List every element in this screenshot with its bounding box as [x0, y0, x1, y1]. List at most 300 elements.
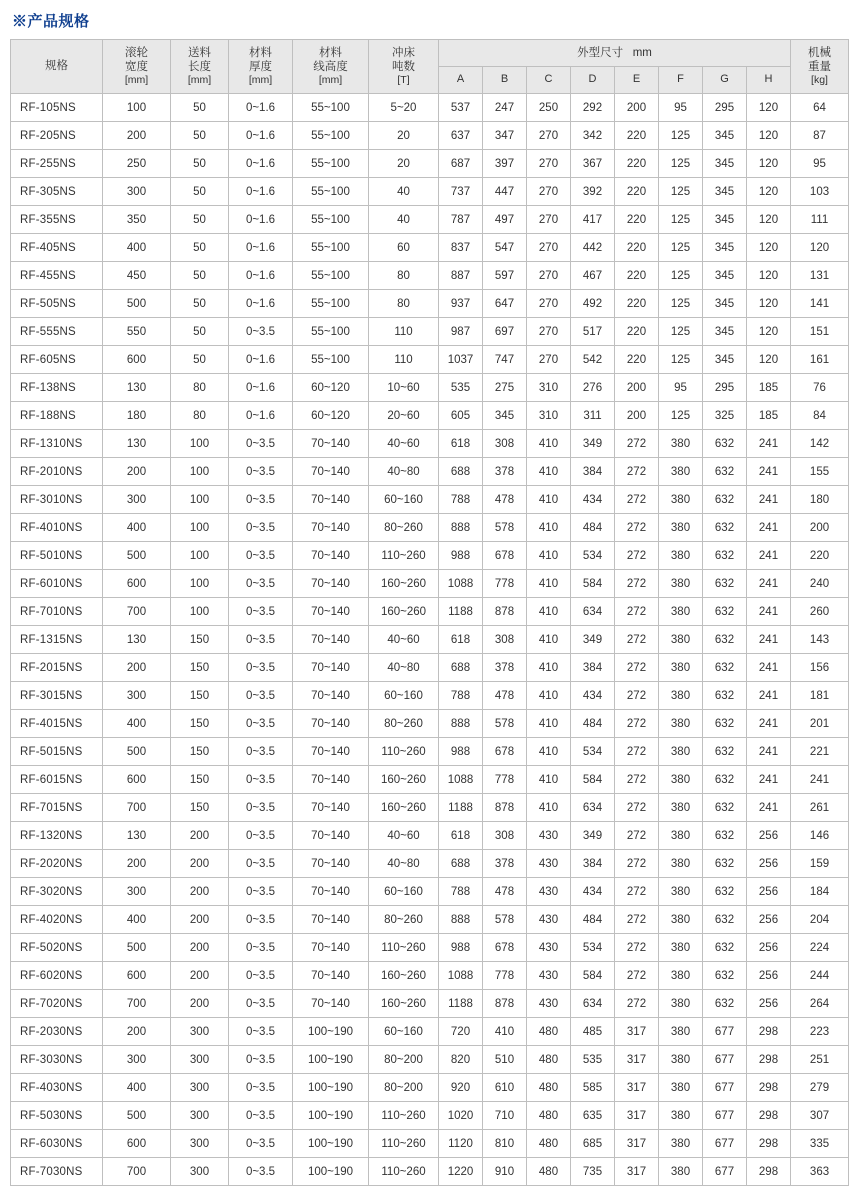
cell-feed-length: 200 [171, 962, 229, 990]
cell-dim-b: 345 [483, 402, 527, 430]
cell-dim-a: 788 [439, 486, 483, 514]
cell-machine-weight: 146 [791, 822, 849, 850]
cell-dim-b: 275 [483, 374, 527, 402]
cell-dim-e: 220 [615, 206, 659, 234]
cell-machine-weight: 264 [791, 990, 849, 1018]
header-dim-f: F [659, 67, 703, 94]
cell-dim-e: 220 [615, 262, 659, 290]
cell-feed-length: 50 [171, 122, 229, 150]
cell-material-line-height: 70~140 [293, 430, 369, 458]
table-row [11, 934, 849, 962]
cell-dim-g: 632 [703, 822, 747, 850]
cell-dim-h: 185 [747, 374, 791, 402]
cell-machine-weight: 64 [791, 94, 849, 122]
cell-dim-f: 380 [659, 626, 703, 654]
cell-dim-a: 688 [439, 458, 483, 486]
cell-material-thickness: 0~1.6 [229, 234, 293, 262]
cell-feed-length: 50 [171, 262, 229, 290]
cell-dim-f: 95 [659, 374, 703, 402]
cell-dim-g: 632 [703, 766, 747, 794]
table-row [11, 234, 849, 262]
cell-dim-a: 1088 [439, 766, 483, 794]
cell-model: RF-7010NS [11, 598, 103, 626]
cell-material-thickness: 0~3.5 [229, 906, 293, 934]
cell-dim-e: 272 [615, 878, 659, 906]
cell-dim-a: 788 [439, 878, 483, 906]
table-row [11, 1046, 849, 1074]
cell-material-line-height: 100~190 [293, 1102, 369, 1130]
cell-machine-weight: 120 [791, 234, 849, 262]
cell-dim-d: 434 [571, 682, 615, 710]
cell-dim-e: 272 [615, 654, 659, 682]
cell-dim-f: 380 [659, 962, 703, 990]
cell-dim-b: 378 [483, 458, 527, 486]
cell-material-thickness: 0~3.5 [229, 1046, 293, 1074]
cell-model: RF-105NS [11, 94, 103, 122]
cell-press-tonnage: 40~80 [369, 850, 439, 878]
cell-model: RF-1320NS [11, 822, 103, 850]
cell-material-line-height: 100~190 [293, 1158, 369, 1186]
cell-dim-b: 378 [483, 654, 527, 682]
cell-model: RF-7020NS [11, 990, 103, 1018]
header-dim-e: E [615, 67, 659, 94]
cell-dim-f: 125 [659, 206, 703, 234]
cell-material-line-height: 70~140 [293, 598, 369, 626]
cell-dim-a: 537 [439, 94, 483, 122]
cell-press-tonnage: 60~160 [369, 682, 439, 710]
cell-dim-c: 270 [527, 234, 571, 262]
cell-dim-a: 837 [439, 234, 483, 262]
cell-dim-e: 200 [615, 374, 659, 402]
cell-dim-e: 272 [615, 626, 659, 654]
cell-dim-g: 345 [703, 262, 747, 290]
cell-machine-weight: 131 [791, 262, 849, 290]
cell-dim-d: 467 [571, 262, 615, 290]
cell-dim-f: 125 [659, 290, 703, 318]
cell-press-tonnage: 110~260 [369, 934, 439, 962]
cell-dim-h: 241 [747, 514, 791, 542]
cell-dim-b: 647 [483, 290, 527, 318]
cell-press-tonnage: 160~260 [369, 794, 439, 822]
cell-dim-e: 220 [615, 290, 659, 318]
header-roller-width: 滚轮 宽度 [mm] [103, 40, 171, 94]
cell-machine-weight: 224 [791, 934, 849, 962]
cell-press-tonnage: 160~260 [369, 570, 439, 598]
cell-dim-e: 220 [615, 234, 659, 262]
cell-dim-h: 298 [747, 1018, 791, 1046]
cell-feed-length: 100 [171, 542, 229, 570]
cell-dim-g: 345 [703, 206, 747, 234]
cell-dim-f: 380 [659, 1018, 703, 1046]
cell-material-line-height: 70~140 [293, 850, 369, 878]
cell-press-tonnage: 110~260 [369, 1158, 439, 1186]
cell-machine-weight: 151 [791, 318, 849, 346]
cell-dim-a: 1088 [439, 570, 483, 598]
cell-dim-a: 737 [439, 178, 483, 206]
cell-dim-f: 380 [659, 934, 703, 962]
cell-dim-g: 345 [703, 290, 747, 318]
cell-feed-length: 200 [171, 990, 229, 1018]
cell-dim-h: 241 [747, 738, 791, 766]
cell-dim-b: 678 [483, 738, 527, 766]
cell-model: RF-405NS [11, 234, 103, 262]
cell-dim-b: 397 [483, 150, 527, 178]
table-row [11, 542, 849, 570]
table-row [11, 850, 849, 878]
cell-dim-a: 888 [439, 514, 483, 542]
product-spec-table [10, 39, 849, 1186]
cell-dim-d: 634 [571, 598, 615, 626]
cell-feed-length: 150 [171, 766, 229, 794]
cell-dim-h: 120 [747, 150, 791, 178]
cell-dim-e: 272 [615, 682, 659, 710]
cell-roller-width: 700 [103, 794, 171, 822]
cell-dim-d: 311 [571, 402, 615, 430]
cell-dim-a: 788 [439, 682, 483, 710]
cell-roller-width: 130 [103, 374, 171, 402]
table-row [11, 1102, 849, 1130]
cell-dim-a: 1120 [439, 1130, 483, 1158]
cell-dim-c: 310 [527, 402, 571, 430]
cell-model: RF-1315NS [11, 626, 103, 654]
cell-material-thickness: 0~3.5 [229, 850, 293, 878]
cell-material-thickness: 0~1.6 [229, 262, 293, 290]
cell-dim-a: 618 [439, 430, 483, 458]
cell-dim-f: 125 [659, 234, 703, 262]
cell-model: RF-2030NS [11, 1018, 103, 1046]
cell-dim-c: 410 [527, 682, 571, 710]
cell-press-tonnage: 160~260 [369, 766, 439, 794]
cell-roller-width: 500 [103, 290, 171, 318]
cell-dim-b: 678 [483, 542, 527, 570]
cell-dim-a: 687 [439, 150, 483, 178]
cell-dim-a: 720 [439, 1018, 483, 1046]
cell-feed-length: 300 [171, 1018, 229, 1046]
cell-material-thickness: 0~3.5 [229, 542, 293, 570]
cell-model: RF-6010NS [11, 570, 103, 598]
cell-dim-b: 878 [483, 794, 527, 822]
cell-dim-h: 256 [747, 878, 791, 906]
cell-dim-e: 317 [615, 1018, 659, 1046]
cell-dim-f: 380 [659, 598, 703, 626]
cell-dim-b: 308 [483, 430, 527, 458]
cell-dim-d: 634 [571, 990, 615, 1018]
cell-roller-width: 200 [103, 1018, 171, 1046]
cell-dim-g: 632 [703, 458, 747, 486]
cell-press-tonnage: 110 [369, 318, 439, 346]
cell-dim-c: 270 [527, 262, 571, 290]
cell-dim-f: 125 [659, 346, 703, 374]
cell-dim-h: 256 [747, 990, 791, 1018]
cell-dim-f: 380 [659, 738, 703, 766]
cell-dim-a: 988 [439, 934, 483, 962]
cell-press-tonnage: 5~20 [369, 94, 439, 122]
cell-dim-c: 410 [527, 626, 571, 654]
cell-dim-a: 887 [439, 262, 483, 290]
cell-material-thickness: 0~3.5 [229, 934, 293, 962]
cell-machine-weight: 103 [791, 178, 849, 206]
cell-model: RF-3015NS [11, 682, 103, 710]
cell-press-tonnage: 160~260 [369, 962, 439, 990]
table-row [11, 878, 849, 906]
cell-material-line-height: 70~140 [293, 794, 369, 822]
cell-feed-length: 150 [171, 654, 229, 682]
cell-press-tonnage: 110 [369, 346, 439, 374]
cell-feed-length: 150 [171, 710, 229, 738]
cell-dim-g: 632 [703, 654, 747, 682]
cell-dim-c: 410 [527, 570, 571, 598]
cell-press-tonnage: 160~260 [369, 990, 439, 1018]
cell-roller-width: 250 [103, 150, 171, 178]
cell-dim-e: 220 [615, 122, 659, 150]
table-row [11, 626, 849, 654]
cell-material-line-height: 100~190 [293, 1018, 369, 1046]
cell-dim-h: 298 [747, 1158, 791, 1186]
cell-roller-width: 400 [103, 514, 171, 542]
cell-roller-width: 400 [103, 710, 171, 738]
cell-dim-b: 478 [483, 878, 527, 906]
cell-feed-length: 50 [171, 150, 229, 178]
header-machine-weight: 机械 重量 [kg] [791, 40, 849, 94]
cell-model: RF-2010NS [11, 458, 103, 486]
cell-material-thickness: 0~3.5 [229, 738, 293, 766]
cell-material-thickness: 0~1.6 [229, 374, 293, 402]
cell-dim-c: 410 [527, 794, 571, 822]
cell-material-thickness: 0~3.5 [229, 1102, 293, 1130]
cell-material-line-height: 60~120 [293, 374, 369, 402]
cell-dim-c: 480 [527, 1102, 571, 1130]
cell-roller-width: 600 [103, 346, 171, 374]
cell-material-line-height: 55~100 [293, 234, 369, 262]
cell-feed-length: 300 [171, 1158, 229, 1186]
header-dim-d: D [571, 67, 615, 94]
cell-dim-b: 910 [483, 1158, 527, 1186]
cell-model: RF-7015NS [11, 794, 103, 822]
table-row [11, 178, 849, 206]
cell-press-tonnage: 60~160 [369, 1018, 439, 1046]
cell-machine-weight: 184 [791, 878, 849, 906]
cell-dim-a: 988 [439, 738, 483, 766]
cell-material-thickness: 0~3.5 [229, 458, 293, 486]
cell-dim-b: 697 [483, 318, 527, 346]
cell-dim-g: 632 [703, 598, 747, 626]
table-row [11, 262, 849, 290]
cell-machine-weight: 111 [791, 206, 849, 234]
cell-material-line-height: 70~140 [293, 514, 369, 542]
table-row [11, 514, 849, 542]
cell-feed-length: 50 [171, 346, 229, 374]
cell-roller-width: 200 [103, 458, 171, 486]
cell-model: RF-455NS [11, 262, 103, 290]
cell-feed-length: 300 [171, 1102, 229, 1130]
cell-dim-f: 125 [659, 178, 703, 206]
cell-dim-h: 120 [747, 346, 791, 374]
table-row [11, 1158, 849, 1186]
cell-dim-c: 270 [527, 318, 571, 346]
header-feed-length: 送料 长度 [mm] [171, 40, 229, 94]
cell-dim-a: 1220 [439, 1158, 483, 1186]
cell-material-line-height: 100~190 [293, 1130, 369, 1158]
cell-machine-weight: 241 [791, 766, 849, 794]
cell-material-line-height: 70~140 [293, 990, 369, 1018]
cell-dim-d: 384 [571, 850, 615, 878]
cell-material-thickness: 0~3.5 [229, 1130, 293, 1158]
cell-dim-a: 787 [439, 206, 483, 234]
cell-dim-b: 510 [483, 1046, 527, 1074]
cell-dim-h: 241 [747, 570, 791, 598]
cell-dim-d: 349 [571, 822, 615, 850]
cell-dim-e: 272 [615, 570, 659, 598]
cell-dim-d: 542 [571, 346, 615, 374]
cell-roller-width: 700 [103, 990, 171, 1018]
cell-dim-g: 632 [703, 906, 747, 934]
cell-dim-h: 256 [747, 850, 791, 878]
cell-roller-width: 600 [103, 766, 171, 794]
cell-dim-c: 430 [527, 822, 571, 850]
cell-dim-b: 597 [483, 262, 527, 290]
cell-dim-d: 492 [571, 290, 615, 318]
cell-model: RF-6030NS [11, 1130, 103, 1158]
cell-dim-c: 270 [527, 206, 571, 234]
cell-material-line-height: 70~140 [293, 766, 369, 794]
cell-press-tonnage: 20 [369, 122, 439, 150]
cell-feed-length: 100 [171, 570, 229, 598]
cell-dim-g: 632 [703, 934, 747, 962]
cell-dim-a: 1188 [439, 990, 483, 1018]
cell-dim-f: 380 [659, 850, 703, 878]
cell-dim-c: 270 [527, 290, 571, 318]
cell-dim-f: 380 [659, 906, 703, 934]
cell-material-line-height: 60~120 [293, 402, 369, 430]
cell-dim-c: 430 [527, 906, 571, 934]
cell-machine-weight: 363 [791, 1158, 849, 1186]
cell-dim-d: 535 [571, 1046, 615, 1074]
cell-dim-e: 272 [615, 822, 659, 850]
cell-material-thickness: 0~3.5 [229, 486, 293, 514]
cell-press-tonnage: 60~160 [369, 878, 439, 906]
cell-dim-g: 677 [703, 1074, 747, 1102]
cell-dim-c: 480 [527, 1074, 571, 1102]
cell-dim-e: 272 [615, 794, 659, 822]
cell-dim-g: 345 [703, 178, 747, 206]
cell-material-line-height: 70~140 [293, 906, 369, 934]
cell-material-thickness: 0~3.5 [229, 990, 293, 1018]
cell-dim-g: 295 [703, 94, 747, 122]
cell-dim-d: 276 [571, 374, 615, 402]
cell-machine-weight: 155 [791, 458, 849, 486]
cell-dim-d: 292 [571, 94, 615, 122]
cell-dim-h: 241 [747, 486, 791, 514]
cell-feed-length: 100 [171, 514, 229, 542]
header-dim-h: H [747, 67, 791, 94]
table-row [11, 1130, 849, 1158]
cell-model: RF-3020NS [11, 878, 103, 906]
cell-material-line-height: 100~190 [293, 1074, 369, 1102]
cell-roller-width: 550 [103, 318, 171, 346]
header-material-thickness: 材料 厚度 [mm] [229, 40, 293, 94]
cell-feed-length: 200 [171, 906, 229, 934]
cell-dim-c: 480 [527, 1046, 571, 1074]
cell-dim-b: 308 [483, 822, 527, 850]
cell-material-line-height: 70~140 [293, 654, 369, 682]
cell-roller-width: 300 [103, 486, 171, 514]
cell-dim-d: 534 [571, 934, 615, 962]
cell-model: RF-7030NS [11, 1158, 103, 1186]
cell-dim-h: 298 [747, 1046, 791, 1074]
cell-dim-b: 778 [483, 766, 527, 794]
cell-machine-weight: 240 [791, 570, 849, 598]
cell-dim-g: 632 [703, 850, 747, 878]
cell-dim-d: 392 [571, 178, 615, 206]
cell-roller-width: 100 [103, 94, 171, 122]
cell-material-thickness: 0~3.5 [229, 710, 293, 738]
header-dimensions-group [439, 40, 791, 67]
cell-roller-width: 300 [103, 682, 171, 710]
cell-machine-weight: 279 [791, 1074, 849, 1102]
cell-dim-d: 484 [571, 710, 615, 738]
cell-material-line-height: 55~100 [293, 262, 369, 290]
cell-roller-width: 500 [103, 1102, 171, 1130]
cell-dim-g: 632 [703, 962, 747, 990]
cell-feed-length: 50 [171, 94, 229, 122]
table-row [11, 906, 849, 934]
cell-material-line-height: 55~100 [293, 150, 369, 178]
cell-dim-e: 272 [615, 850, 659, 878]
cell-press-tonnage: 40 [369, 206, 439, 234]
cell-dim-e: 272 [615, 738, 659, 766]
cell-roller-width: 600 [103, 570, 171, 598]
cell-roller-width: 500 [103, 542, 171, 570]
cell-feed-length: 200 [171, 934, 229, 962]
cell-material-thickness: 0~3.5 [229, 822, 293, 850]
table-row [11, 570, 849, 598]
cell-dim-c: 270 [527, 346, 571, 374]
cell-dim-d: 484 [571, 514, 615, 542]
cell-material-thickness: 0~3.5 [229, 878, 293, 906]
cell-material-thickness: 0~1.6 [229, 94, 293, 122]
cell-press-tonnage: 80~260 [369, 514, 439, 542]
cell-dim-b: 478 [483, 682, 527, 710]
cell-roller-width: 700 [103, 1158, 171, 1186]
cell-material-thickness: 0~3.5 [229, 626, 293, 654]
cell-model: RF-4020NS [11, 906, 103, 934]
cell-dim-e: 317 [615, 1046, 659, 1074]
cell-dim-a: 535 [439, 374, 483, 402]
cell-dim-f: 380 [659, 1074, 703, 1102]
cell-feed-length: 80 [171, 402, 229, 430]
cell-dim-c: 430 [527, 850, 571, 878]
cell-dim-a: 920 [439, 1074, 483, 1102]
cell-roller-width: 300 [103, 1046, 171, 1074]
cell-feed-length: 300 [171, 1046, 229, 1074]
cell-dim-f: 380 [659, 430, 703, 458]
cell-material-line-height: 70~140 [293, 710, 369, 738]
cell-press-tonnage: 40~80 [369, 654, 439, 682]
cell-dim-h: 241 [747, 710, 791, 738]
cell-dim-e: 272 [615, 430, 659, 458]
cell-dim-h: 120 [747, 290, 791, 318]
cell-feed-length: 100 [171, 486, 229, 514]
cell-machine-weight: 95 [791, 150, 849, 178]
cell-dim-c: 430 [527, 878, 571, 906]
cell-roller-width: 130 [103, 822, 171, 850]
cell-material-line-height: 70~140 [293, 458, 369, 486]
cell-material-line-height: 70~140 [293, 738, 369, 766]
cell-machine-weight: 181 [791, 682, 849, 710]
cell-roller-width: 130 [103, 430, 171, 458]
cell-dim-d: 585 [571, 1074, 615, 1102]
cell-material-line-height: 70~140 [293, 626, 369, 654]
